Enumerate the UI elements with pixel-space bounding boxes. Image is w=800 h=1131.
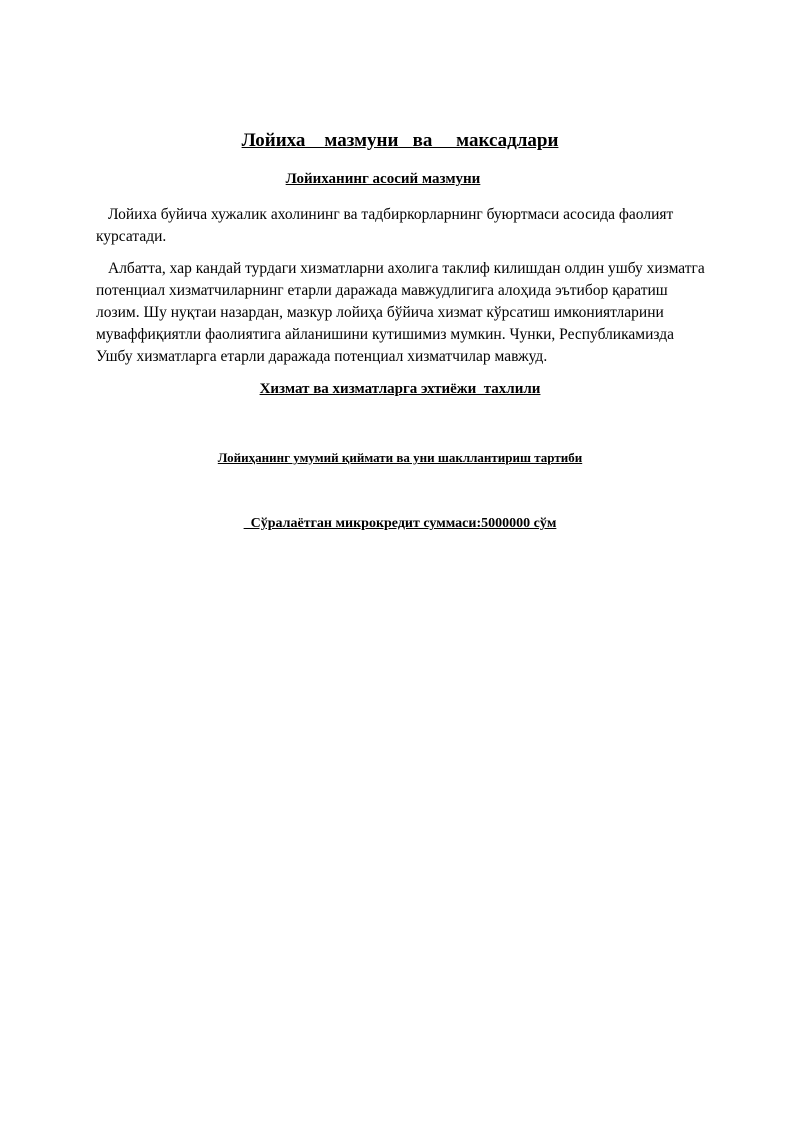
main-content-heading: Лойиханинг асосий мазмуни (285, 171, 481, 187)
cost-heading: Лойиҳанинг умумий қиймати ва уни шакллантириш тартиби (217, 450, 583, 465)
document-title: Лойиха мазмуни ва максадлари (241, 130, 559, 151)
paragraph-services: Албатта, хар кандай турдаги хизматларни ахолига таклиф килишдан олдин ушбу хизматга потенциал хизматчиларнинг етарли даражада мавжудлигига алоҳида эътибор қаратиш лозим. Шу нуқтаи назардан, мазкур лойиҳа бўйича хизмат кўрсатиш имкониятларини муваффиқиятли фаолиятига айланишини кутишимиз мумкин. Чунки, Республикамизда Ушбу хизматларга етарли даражада потенциал хизматчилар мавжуд. (96, 260, 705, 365)
paragraph-activity: Лойиха буйича хужалик ахолининг ва тадбиркорларнинг буюртмаси асосида фаолият курсатади. (96, 206, 674, 245)
analysis-heading: Хизмат ва хизматларга эхтиёжи тахлили (259, 381, 541, 397)
microcredit-amount: Сўралаётган микрокредит суммаси:5000000 сўм (243, 516, 557, 531)
